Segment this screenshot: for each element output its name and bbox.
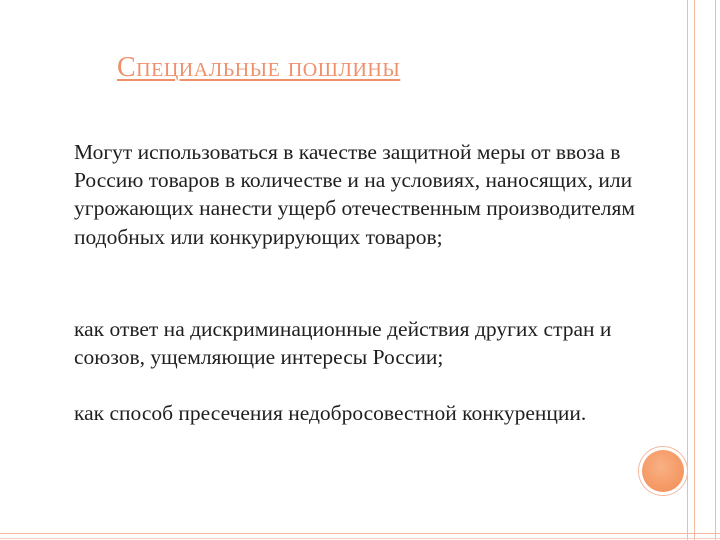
frame-line [715, 0, 716, 540]
frame-line [0, 533, 720, 534]
paragraph: Могут использоваться в качестве защитной меры от ввоза в Россию товаров в количестве и на условиях, наносящих, или угрожающих нанести ущерб отечественным производителям подобных или конкурирующих товаров; [74, 140, 635, 249]
frame-line [687, 0, 688, 540]
paragraph: как ответ на дискриминационные действия других стран и союзов, ущемляющие интересы России; [74, 317, 612, 370]
slide-title: Специальные пошлины [117, 52, 401, 83]
frame-line [0, 538, 720, 539]
paragraph: как способ пресечения недобросовестной конкуренции. [74, 401, 587, 425]
frame-line [694, 0, 695, 540]
circle-ornament-fill [642, 450, 684, 492]
